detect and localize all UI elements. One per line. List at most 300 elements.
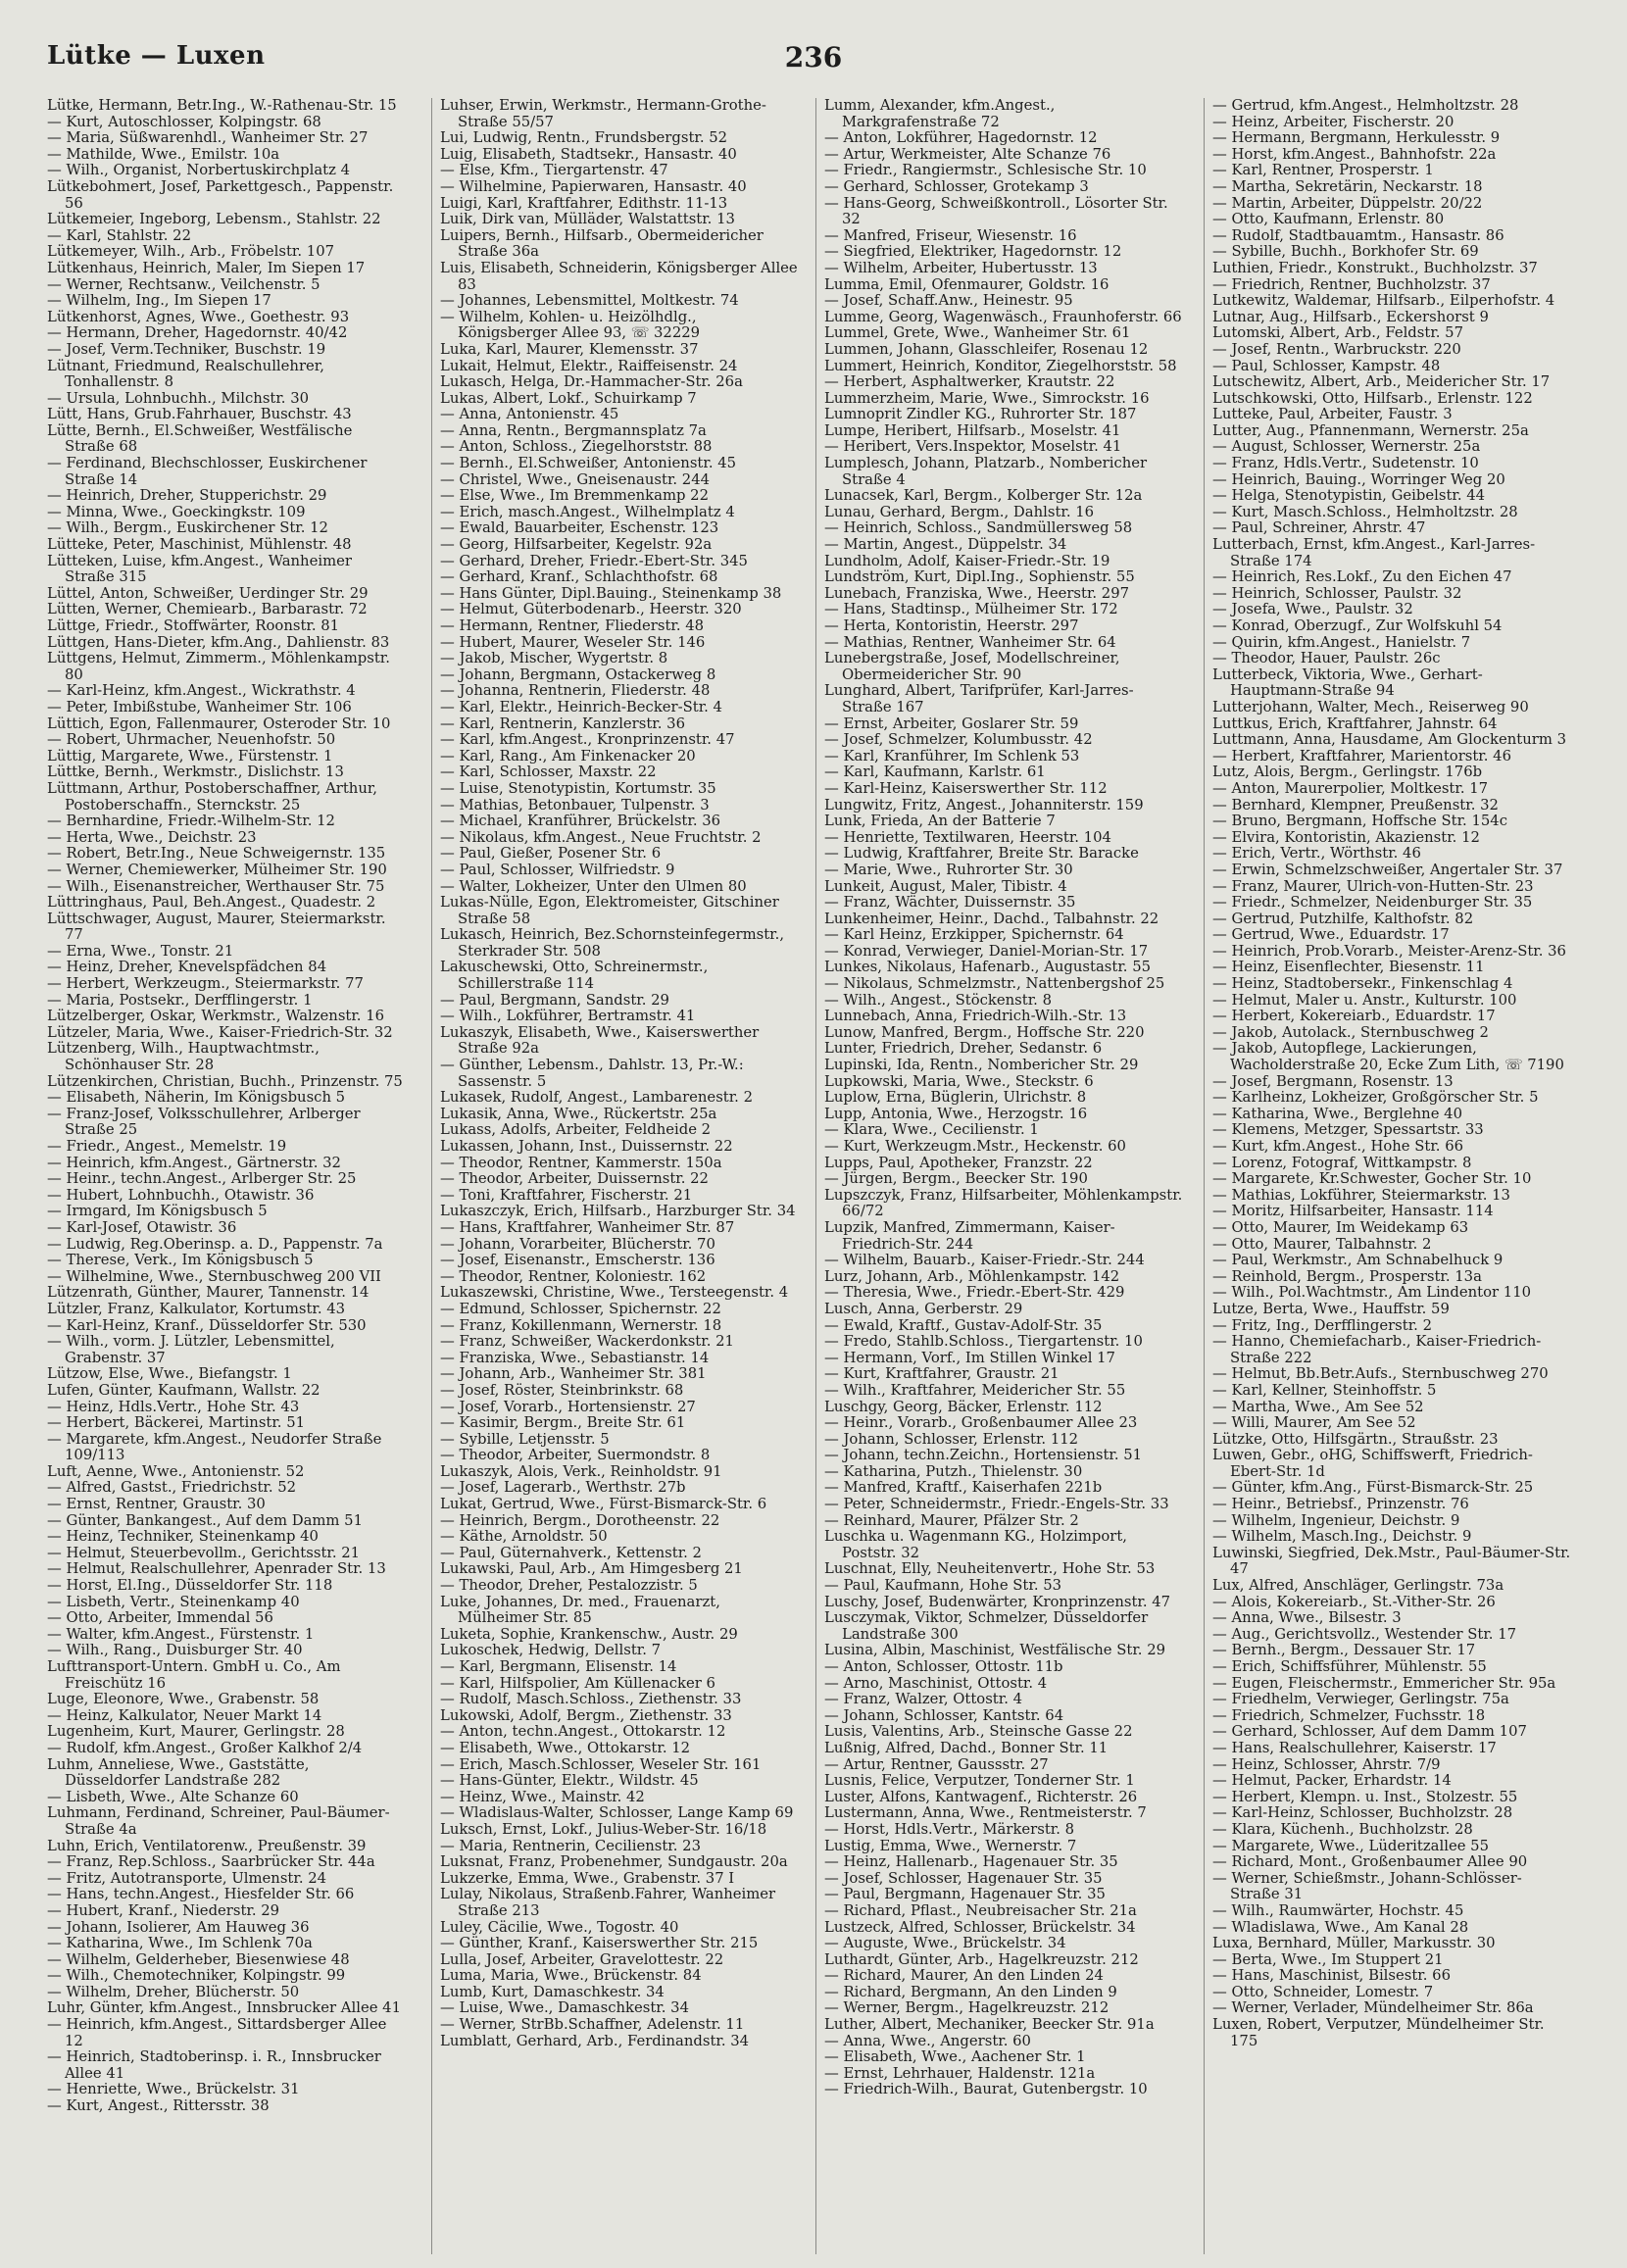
directory-entry: — Theodor, Dreher, Pestalozzistr. 5 (440, 1577, 698, 1595)
directory-entry: — Heinr., Vorarb., Großenbaumer Allee 23 (824, 1414, 1138, 1432)
directory-entry: Lütkemeyer, Wilh., Arb., Fröbelstr. 107 (47, 243, 335, 261)
directory-entry: — Kurt, Masch.Schloss., Helmholtzstr. 28 (1212, 503, 1518, 520)
directory-entry: — Wilhelm, Bauarb., Kaiser-Friedr.-Str. 244 (824, 1252, 1145, 1269)
directory-entry: — Klemens, Metzger, Spessartstr. 33 (1212, 1121, 1484, 1139)
directory-entry: Lützeler, Maria, Wwe., Kaiser-Friedrich-Str. 32 (47, 1023, 393, 1041)
directory-entry: Luhser, Erwin, Werkmstr., Hermann-Grothe-Straße 55/57 (440, 98, 766, 130)
directory-entry: — Herta, Kontoristin, Heerstr. 297 (824, 617, 1079, 634)
directory-entry: — Käthe, Arnoldstr. 50 (440, 1528, 608, 1546)
directory-entry: — Theodor, Arbeiter, Suermondstr. 8 (440, 1447, 711, 1464)
page-header (47, 41, 1580, 80)
directory-entry: — Toni, Kraftfahrer, Fischerstr. 21 (440, 1186, 693, 1204)
directory-entry: — Hubert, Maurer, Weseler Str. 146 (440, 633, 706, 651)
directory-entry: Lupps, Paul, Apotheker, Franzstr. 22 (824, 1154, 1093, 1171)
directory-entry: — Kurt, kfm.Angest., Hohe Str. 66 (1212, 1138, 1464, 1155)
directory-entry: — Franz, Rep.Schloss., Saarbrücker Str. 44a (47, 1853, 375, 1871)
directory-entry: Lulla, Josef, Arbeiter, Gravelottestr. 22 (440, 1950, 724, 1968)
directory-entry: — Theodor, Rentner, Koloniestr. 162 (440, 1267, 707, 1285)
directory-entry: — Paul, Schreiner, Ahrstr. 47 (1212, 519, 1426, 537)
directory-entry: — Heinrich, Prob.Vorarb., Meister-Arenz-Str. 36 (1212, 942, 1566, 960)
directory-entry: Lutomski, Albert, Arb., Feldstr. 57 (1212, 324, 1463, 342)
directory-entry: — Klara, Küchenh., Buchholzstr. 28 (1212, 1820, 1473, 1838)
directory-entry: — Werner, Verlader, Mündelheimer Str. 86a (1212, 1999, 1534, 2017)
directory-entry: Lusczymak, Viktor, Schmelzer, Düsseldorfer Landstraße 300 (824, 1609, 1149, 1643)
directory-entry: Lufen, Günter, Kaufmann, Wallstr. 22 (47, 1381, 320, 1399)
directory-entry: Lukasik, Anna, Wwe., Rückertstr. 25a (440, 1105, 717, 1122)
directory-entry: — Wladislaus-Walter, Schlosser, Lange Kamp 69 (440, 1804, 794, 1822)
directory-entry: — Karl-Heinz, kfm.Angest., Wickrathstr. 4 (47, 682, 356, 700)
directory-entry: Lusis, Valentins, Arb., Steinsche Gasse 22 (824, 1723, 1133, 1741)
directory-entry: — Martin, Angest., Düppelstr. 34 (824, 536, 1067, 554)
directory-entry: Luhr, Günter, kfm.Angest., Innsbrucker Allee 41 (47, 1999, 402, 2017)
directory-entry: — Willi, Maurer, Am See 52 (1212, 1414, 1416, 1432)
directory-entry: Luschgy, Georg, Bäcker, Erlenstr. 112 (824, 1398, 1103, 1415)
directory-entry: Lukoschek, Hedwig, Dellstr. 7 (440, 1642, 662, 1659)
directory-entry: — Johann, Arb., Wanheimer Str. 381 (440, 1365, 707, 1383)
directory-entry: Lutterbeck, Viktoria, Wwe., Gerhart-Hauptmann-Straße 94 (1212, 666, 1483, 700)
directory-entry: Luka, Karl, Maurer, Klemensstr. 37 (440, 340, 699, 358)
column-3 (815, 98, 1183, 2254)
directory-entry: Luschy, Josef, Budenwärter, Kronprinzenstr. 47 (824, 1593, 1171, 1610)
directory-entry: — Friedr., Angest., Memelstr. 19 (47, 1138, 287, 1155)
directory-entry: — Wilhelm, Ing., Im Siepen 17 (47, 292, 271, 310)
running-head: Lütke — Luxen (47, 41, 266, 71)
directory-entry: Lützenkirchen, Christian, Buchh., Prinzenstr. 75 (47, 1072, 403, 1090)
directory-entry: Lunter, Friedrich, Dreher, Sedanstr. 6 (824, 1040, 1103, 1058)
directory-entry: — Karlheinz, Lokheizer, Großgörscher Str. 5 (1212, 1089, 1539, 1107)
directory-entry: — Fritz, Ing., Derfflingerstr. 2 (1212, 1316, 1432, 1334)
directory-entry: — Hermann, Bergmann, Herkulesstr. 9 (1212, 129, 1501, 147)
directory-entry: — Herbert, Kraftfahrer, Marientorstr. 46 (1212, 747, 1511, 764)
directory-entry: — Quirin, kfm.Angest., Hanielstr. 7 (1212, 633, 1471, 651)
directory-entry: — Anna, Rentn., Bergmannsplatz 7a (440, 421, 707, 439)
directory-entry: — Helmut, Packer, Erhardstr. 14 (1212, 1772, 1452, 1790)
directory-entry: — Gerhard, Schlosser, Grotekamp 3 (824, 177, 1089, 195)
directory-entry: Lützelberger, Oskar, Werkmstr., Walzenstr. 16 (47, 1008, 385, 1025)
directory-entry: — Josef, Röster, Steinbrinkstr. 68 (440, 1381, 684, 1399)
directory-entry: Lutterjohann, Walter, Mech., Reiserweg 90 (1212, 698, 1529, 715)
directory-entry: — Gerhard, Schlosser, Auf dem Damm 107 (1212, 1723, 1527, 1741)
directory-entry: — Anna, Antonienstr. 45 (440, 406, 619, 423)
directory-entry: Lunk, Frieda, An der Batterie 7 (824, 813, 1056, 830)
directory-entry: — Erich, Vertr., Wörthstr. 46 (1212, 845, 1421, 863)
directory-entry: Lützke, Otto, Hilfsgärtn., Straußstr. 23 (1212, 1430, 1499, 1448)
directory-entry: — Wilh., Bergm., Euskirchener Str. 12 (47, 519, 328, 537)
directory-entry: Luxen, Robert, Verputzer, Mündelheimer Str. 175 (1212, 2016, 1545, 2049)
directory-entry: — Gertrud, kfm.Angest., Helmholtzstr. 28 (1212, 98, 1519, 114)
directory-entry: — Maria, Postsekr., Derfflingerstr. 1 (47, 991, 313, 1009)
directory-entry: — Günter, Bankangest., Auf dem Damm 51 (47, 1511, 363, 1529)
directory-entry: — Karl, Bergmann, Elisenstr. 14 (440, 1658, 677, 1675)
directory-entry: — Karl, Hilfspolier, Am Küllenacker 6 (440, 1674, 715, 1692)
directory-entry: — Nikolaus, Schmelzmstr., Nattenbergshof 25 (824, 975, 1165, 993)
directory-entry: — Wilh., Pol.Wachtmstr., Am Lindentor 110 (1212, 1284, 1532, 1302)
directory-entry: — Helmut, Bb.Betr.Aufs., Sternbuschweg 270 (1212, 1365, 1549, 1383)
directory-entry: — Heinrich, Stadtoberinsp. i. R., Innsbrucker Allee 41 (47, 2048, 381, 2082)
directory-entry: — Artur, Werkmeister, Alte Schanze 76 (824, 145, 1111, 163)
directory-entry: Luksch, Ernst, Lokf., Julius-Weber-Str. 16/18 (440, 1820, 767, 1838)
directory-entry: Luik, Dirk van, Mülläder, Walstattstr. 13 (440, 211, 735, 228)
directory-entry: Lütnant, Friedmund, Realschullehrer, Tonhallenstr. 8 (47, 357, 324, 391)
directory-entry: — Arno, Maschinist, Ottostr. 4 (824, 1674, 1048, 1692)
directory-entry: — Richard, Bergmann, An den Linden 9 (824, 1983, 1117, 2000)
directory-entry: — Günter, kfm.Ang., Fürst-Bismarck-Str. 25 (1212, 1479, 1534, 1497)
directory-entry: — Anton, Maurerpolier, Moltkestr. 17 (1212, 779, 1489, 797)
directory-entry: — Therese, Verk., Im Königsbusch 5 (47, 1252, 314, 1269)
directory-entry: — Günther, Kranf., Kaiserswerther Str. 215 (440, 1935, 759, 1952)
directory-entry: — Franz, Walzer, Ottostr. 4 (824, 1691, 1023, 1708)
directory-entry: Lusch, Anna, Gerberstr. 29 (824, 1300, 1023, 1317)
directory-entry: — Heinz, Hallenarb., Hagenauer Str. 35 (824, 1853, 1118, 1871)
directory-entry: Lüttgens, Helmut, Zimmerm., Möhlenkampstr. 80 (47, 650, 390, 683)
directory-entry: — Paul, Kaufmann, Hohe Str. 53 (824, 1577, 1062, 1595)
directory-entry: Luschnat, Elly, Neuheitenvertr., Hohe Str. 53 (824, 1560, 1156, 1578)
directory-entry: — Friedhelm, Verwieger, Gerlingstr. 75a (1212, 1691, 1509, 1708)
directory-entry: — Franz, Maurer, Ulrich-von-Hutten-Str. 23 (1212, 877, 1534, 895)
directory-entry: — Martha, Wwe., Am See 52 (1212, 1398, 1424, 1415)
directory-entry: — Katharina, Wwe., Im Schlenk 70a (47, 1935, 313, 1952)
directory-entry: — Werner, Chemiewerker, Mülheimer Str. 190 (47, 861, 387, 878)
directory-entry: Lutnar, Aug., Hilfsarb., Eckershorst 9 (1212, 308, 1489, 325)
directory-entry: — Josef, Schmelzer, Kolumbusstr. 42 (824, 731, 1093, 749)
directory-entry: — Franz, Wächter, Duissernstr. 35 (824, 894, 1076, 912)
directory-entry: Luley, Cäcilie, Wwe., Togostr. 40 (440, 1918, 679, 1936)
directory-entry: Lunacsek, Karl, Bergm., Kolberger Str. 12a (824, 487, 1143, 505)
directory-entry: — Hermann, Vorf., Im Stillen Winkel 17 (824, 1349, 1115, 1366)
directory-entry: — Bernhardine, Friedr.-Wilhelm-Str. 12 (47, 813, 335, 830)
directory-entry: Lunau, Gerhard, Bergm., Dahlstr. 16 (824, 503, 1095, 520)
directory-entry: — Paul, Werkmstr., Am Schnabelhuck 9 (1212, 1252, 1504, 1269)
directory-entry: — Wilh., Angest., Stöckenstr. 8 (824, 991, 1052, 1009)
directory-entry: — Artur, Rentner, Gaussstr. 27 (824, 1755, 1049, 1773)
directory-entry: Luigi, Karl, Kraftfahrer, Edithstr. 11-13 (440, 194, 728, 212)
directory-entry: Lutteke, Paul, Arbeiter, Faustr. 3 (1212, 406, 1453, 423)
directory-entry: Lukowski, Adolf, Bergm., Ziethenstr. 33 (440, 1706, 732, 1724)
directory-entry: Lux, Alfred, Anschläger, Gerlingstr. 73a (1212, 1577, 1504, 1595)
directory-entry: — Günther, Lebensm., Dahlstr. 13, Pr.-W.: Sassenstr. 5 (440, 1057, 744, 1090)
directory-entry: — Mathias, Lokführer, Steiermarkstr. 13 (1212, 1186, 1510, 1204)
directory-entry: Lupp, Antonia, Wwe., Herzogstr. 16 (824, 1105, 1088, 1122)
directory-entry: — Otto, Arbeiter, Immendal 56 (47, 1609, 273, 1627)
directory-entry: — Fredo, Stahlb.Schloss., Tiergartenstr. 10 (824, 1333, 1143, 1351)
directory-entry: — Herbert, Bäckerei, Martinstr. 51 (47, 1414, 306, 1432)
directory-entry: Luthien, Friedr., Konstrukt., Buchholzstr. 37 (1212, 259, 1538, 276)
directory-entry: — Elisabeth, Wwe., Aachener Str. 1 (824, 2048, 1086, 2066)
directory-entry: Lüttringhaus, Paul, Beh.Angest., Quadestr. 2 (47, 894, 376, 912)
directory-entry: — Johann, Bergmann, Ostackerweg 8 (440, 666, 716, 683)
directory-entry: — Sybille, Buchh., Borkhofer Str. 69 (1212, 243, 1479, 261)
directory-entry: — Theodor, Rentner, Kammerstr. 150a (440, 1154, 722, 1171)
directory-entry: — Karl Heinz, Erzkipper, Spichernstr. 64 (824, 926, 1124, 944)
directory-entry: Lutze, Berta, Wwe., Hauffstr. 59 (1212, 1300, 1450, 1317)
directory-entry: — Gertrud, Wwe., Eduardstr. 17 (1212, 926, 1450, 944)
directory-entry: — Lorenz, Fotograf, Wittkampstr. 8 (1212, 1154, 1472, 1171)
directory-entry: — Ludwig, Kraftfahrer, Breite Str. Baracke (824, 845, 1139, 863)
directory-entry: Lumma, Emil, Ofenmaurer, Goldstr. 16 (824, 275, 1109, 293)
directory-entry: — Wilhelm, Ingenieur, Deichstr. 9 (1212, 1511, 1460, 1529)
directory-entry: — Minna, Wwe., Goeckingkstr. 109 (47, 503, 306, 520)
directory-entry: Lüttel, Anton, Schweißer, Uerdinger Str. 29 (47, 584, 369, 602)
directory-entry: Luke, Johannes, Dr. med., Frauenarzt, Mülheimer Str. 85 (440, 1593, 720, 1627)
directory-entry: — Friedrich, Schmelzer, Fuchsstr. 18 (1212, 1706, 1486, 1724)
directory-entry: — Bernh., Bergm., Dessauer Str. 17 (1212, 1642, 1476, 1659)
directory-entry: — Heinz, Kalkulator, Neuer Markt 14 (47, 1706, 322, 1724)
directory-entry: — Jakob, Mischer, Wygertstr. 8 (440, 650, 668, 667)
directory-entry: — Fritz, Autotransporte, Ulmenstr. 24 (47, 1869, 327, 1887)
directory-entry: Luge, Eleonore, Wwe., Grabenstr. 58 (47, 1691, 320, 1708)
directory-entry: — Paul, Gießer, Posener Str. 6 (440, 845, 662, 863)
directory-entry: — Manfred, Friseur, Wiesenstr. 16 (824, 226, 1077, 244)
directory-entry: Lusnis, Felice, Verputzer, Tonderner Str. 1 (824, 1772, 1135, 1790)
directory-entry: Lüttig, Margarete, Wwe., Fürstenstr. 1 (47, 747, 333, 764)
directory-entry: Lüttschwager, August, Maurer, Steiermarkstr. 77 (47, 910, 386, 944)
directory-entry: — Heinrich, Dreher, Stupperichstr. 29 (47, 487, 327, 505)
directory-entry: Lundholm, Adolf, Kaiser-Friedr.-Str. 19 (824, 552, 1110, 569)
directory-entry: — Heinrich, Res.Lokf., Zu den Eichen 47 (1212, 568, 1512, 586)
directory-entry: — Helmut, Realschullehrer, Apenrader Str. 13 (47, 1560, 386, 1578)
directory-entry: Luther, Albert, Mechaniker, Beecker Str. 91a (824, 2016, 1155, 2034)
directory-entry: — Franz, Hdls.Vertr., Sudetenstr. 10 (1212, 455, 1479, 472)
directory-entry: — Josefa, Wwe., Paulstr. 32 (1212, 601, 1413, 618)
directory-entry: Lukassen, Johann, Inst., Duissernstr. 22 (440, 1138, 733, 1155)
directory-entry: — Wilh., vorm. J. Lützler, Lebensmittel, Grabenstr. 37 (47, 1333, 335, 1366)
directory-entry: — Anton, techn.Angest., Ottokarstr. 12 (440, 1723, 726, 1741)
directory-entry: Luster, Alfons, Kantwagenf., Richterstr. 26 (824, 1788, 1138, 1805)
directory-entry: Lumme, Georg, Wagenwäsch., Fraunhoferstr. 66 (824, 308, 1182, 325)
directory-entry: Lunnebach, Anna, Friedrich-Wilh.-Str. 13 (824, 1008, 1127, 1025)
directory-entry: — Heinrich, Bauing., Worringer Weg 20 (1212, 470, 1505, 488)
directory-entry: — Anna, Wwe., Angerstr. 60 (824, 2032, 1031, 2049)
directory-entry: — Margarete, Wwe., Lüderitzallee 55 (1212, 1837, 1489, 1854)
directory-entry: Lummerzheim, Marie, Wwe., Simrockstr. 16 (824, 389, 1150, 407)
directory-entry: — Elvira, Kontoristin, Akazienstr. 12 (1212, 828, 1480, 846)
directory-entry: — Helmut, Güterbodenarb., Heerstr. 320 (440, 601, 742, 618)
directory-entry: Lukass, Adolfs, Arbeiter, Feldheide 2 (440, 1121, 712, 1139)
directory-entry: Lustermann, Anna, Wwe., Rentmeisterstr. 7 (824, 1804, 1147, 1822)
directory-entry: — Martin, Arbeiter, Düppelstr. 20/22 (1212, 194, 1483, 212)
directory-entry: — Auguste, Wwe., Brückelstr. 34 (824, 1935, 1066, 1952)
directory-entry: — Herbert, Kokereiarb., Eduardstr. 17 (1212, 1008, 1496, 1025)
directory-entry: — Johanna, Rentnerin, Fliederstr. 48 (440, 682, 711, 700)
directory-entry: Lummert, Heinrich, Konditor, Ziegelhorststr. 58 (824, 357, 1177, 374)
directory-entry: — Jakob, Autopflege, Lackierungen, Wacholderstraße 20, Ecke Zum Lith, ☏ 7190 (1212, 1040, 1564, 1074)
directory-entry: — Katharina, Putzh., Thielenstr. 30 (824, 1462, 1083, 1480)
directory-entry: — Paul, Bergmann, Hagenauer Str. 35 (824, 1886, 1106, 1903)
directory-entry: — Johann, Schlosser, Kantstr. 64 (824, 1706, 1064, 1724)
directory-entry: — Wilhelm, Arbeiter, Hubertusstr. 13 (824, 259, 1098, 276)
directory-entry: — Johann, techn.Zeichn., Hortensienstr. 51 (824, 1447, 1143, 1464)
directory-entry: — Robert, Betr.Ing., Neue Schweigernstr. 135 (47, 845, 386, 863)
directory-entry: — Erich, masch.Angest., Wilhelmplatz 4 (440, 503, 735, 520)
directory-entry: Lumblatt, Gerhard, Arb., Ferdinandstr. 34 (440, 2032, 750, 2049)
directory-entry: — Hans, Realschullehrer, Kaiserstr. 17 (1212, 1739, 1497, 1756)
directory-entry: Lüttke, Bernh., Werkmstr., Dislichstr. 13 (47, 764, 344, 781)
directory-entry: — Ernst, Arbeiter, Goslarer Str. 59 (824, 715, 1079, 732)
directory-entry: Lunebergstraße, Josef, Modellschreiner, Obermeidericher Str. 90 (824, 650, 1120, 683)
directory-entry: Luhm, Anneliese, Wwe., Gaststätte, Düsseldorfer Landstraße 282 (47, 1755, 310, 1790)
directory-entry: — Robert, Uhrmacher, Neuenhofstr. 50 (47, 731, 336, 749)
directory-entry: — Georg, Hilfsarbeiter, Kegelstr. 92a (440, 536, 713, 554)
directory-entry: Lüttgen, Hans-Dieter, kfm.Ang., Dahlienstr. 83 (47, 633, 390, 651)
directory-entry: — Berta, Wwe., Im Stuppert 21 (1212, 1950, 1444, 1968)
directory-entry: — Maria, Süßwarenhdl., Wanheimer Str. 27 (47, 129, 369, 147)
directory-entry: — Jürgen, Bergm., Beecker Str. 190 (824, 1170, 1088, 1188)
directory-entry: — Elisabeth, Wwe., Ottokarstr. 12 (440, 1739, 691, 1756)
directory-entry: — Gerhard, Kranf., Schlachthofstr. 68 (440, 568, 718, 586)
directory-entry: Luhmann, Ferdinand, Schreiner, Paul-Bäumer-Straße 4a (47, 1804, 390, 1838)
directory-entry: Lui, Ludwig, Rentn., Frundsbergstr. 52 (440, 129, 728, 147)
directory-entry: — Wladislawa, Wwe., Am Kanal 28 (1212, 1918, 1469, 1936)
directory-entry: Lütkebohmert, Josef, Parkettgesch., Pappenstr. 56 (47, 177, 394, 212)
directory-entry: Lütt, Hans, Grub.Fahrhauer, Buschstr. 43 (47, 406, 352, 423)
directory-entry: — Wilh., Lokführer, Bertramstr. 41 (440, 1008, 696, 1025)
directory-entry: — Lisbeth, Vertr., Steinenkamp 40 (47, 1593, 300, 1610)
directory-entry: — Josef, Eisenanstr., Emscherstr. 136 (440, 1252, 715, 1269)
directory-entry: — Werner, StrBb.Schaffner, Adelenstr. 11 (440, 2016, 745, 2034)
directory-entry: Luwinski, Siegfried, Dek.Mstr., Paul-Bäumer-Str. 47 (1212, 1544, 1571, 1578)
directory-entry: Lutz, Alois, Bergm., Gerlingstr. 176b (1212, 764, 1483, 781)
directory-entry: Lukawski, Paul, Arb., Am Himgesberg 21 (440, 1560, 743, 1578)
directory-entry: — Heinz, Stadtobersekr., Finkenschlag 4 (1212, 975, 1513, 993)
directory-entry: — Otto, Maurer, Talbahnstr. 2 (1212, 1235, 1432, 1253)
directory-entry: Luig, Elisabeth, Stadtsekr., Hansastr. 40 (440, 145, 737, 163)
directory-entry: Lutkewitz, Waldemar, Hilfsarb., Eilperhofstr. 4 (1212, 292, 1555, 310)
directory-entry: — Reinhard, Maurer, Pfälzer Str. 2 (824, 1511, 1079, 1529)
directory-entry: — Kurt, Kraftfahrer, Graustr. 21 (824, 1365, 1060, 1383)
directory-entry: — Sybille, Letjensstr. 5 (440, 1430, 610, 1448)
directory-entry: Lupzik, Manfred, Zimmermann, Kaiser-Friedrich-Str. 244 (824, 1218, 1115, 1253)
column-2 (431, 98, 799, 2254)
directory-entry: — Heinz, Schlosser, Ahrstr. 7/9 (1212, 1755, 1441, 1773)
directory-entry: — Franz, Kokillenmann, Wernerstr. 18 (440, 1316, 722, 1334)
directory-entry: Luplow, Erna, Büglerin, Ulrichstr. 8 (824, 1089, 1087, 1107)
directory-entry: — Elisabeth, Näherin, Im Königsbusch 5 (47, 1089, 346, 1107)
directory-entry: — Ursula, Lohnbuchh., Milchstr. 30 (47, 389, 310, 407)
directory-entry: — Nikolaus, kfm.Angest., Neue Fruchtstr. 2 (440, 828, 762, 846)
directory-entry: Luksnat, Franz, Probenehmer, Sundgaustr. 20a (440, 1853, 788, 1871)
directory-entry: Lugenheim, Kurt, Maurer, Gerlingstr. 28 (47, 1723, 345, 1741)
directory-entry: — Kurt, Angest., Rittersstr. 38 (47, 2097, 270, 2115)
directory-entry: — Karl, Rentner, Prosperstr. 1 (1212, 162, 1434, 179)
directory-entry: — Franziska, Wwe., Sebastianstr. 14 (440, 1349, 710, 1366)
directory-entry: — Henriette, Wwe., Brückelstr. 31 (47, 2081, 300, 2098)
directory-entry: — Helmut, Steuerbevollm., Gerichtsstr. 21 (47, 1544, 361, 1561)
directory-entry: Lutter, Aug., Pfannenmann, Wernerstr. 25a (1212, 421, 1529, 439)
directory-entry: — Hans-Georg, Schweißkontroll., Lösorter Str. 32 (824, 194, 1168, 228)
directory-entry: Lunkenheimer, Heinr., Dachd., Talbahnstr. 22 (824, 910, 1159, 927)
directory-entry: Luhn, Erich, Ventilatorenw., Preußenstr. 39 (47, 1837, 367, 1854)
directory-entry: — Heinrich, kfm.Angest., Sittardsberger Allee 12 (47, 2016, 387, 2049)
directory-entry: — Friedr., Rangiermstr., Schlesische Str. 10 (824, 162, 1147, 179)
directory-entry: — Ludwig, Reg.Oberinsp. a. D., Pappenstr. 7a (47, 1235, 383, 1253)
directory-entry: — Ernst, Rentner, Graustr. 30 (47, 1496, 266, 1513)
directory-entry: Lukaszyk, Alois, Verk., Reinholdstr. 91 (440, 1462, 722, 1480)
directory-entry: — Karl, Rentnerin, Kanzlerstr. 36 (440, 715, 685, 732)
directory-entry: Lukasch, Heinrich, Bez.Schornsteinfegermstr., Sterkrader Str. 508 (440, 926, 785, 960)
directory-entry: Lütten, Werner, Chemiearb., Barbarastr. 72 (47, 601, 368, 618)
directory-entry: — Peter, Schneidermstr., Friedr.-Engels-Str. 33 (824, 1496, 1169, 1513)
directory-entry: — Heribert, Vers.Inspektor, Moselstr. 41 (824, 438, 1122, 456)
column-4 (1204, 98, 1571, 2254)
directory-entry: — Werner, Schießmstr., Johann-Schlösser-Straße 31 (1212, 1869, 1522, 1903)
directory-entry: — Manfred, Kraftf., Kaiserhafen 221b (824, 1479, 1103, 1497)
directory-entry: Lutschewitz, Albert, Arb., Meidericher Str. 17 (1212, 373, 1551, 391)
directory-entry: Luttkus, Erich, Kraftfahrer, Jahnstr. 64 (1212, 715, 1498, 732)
directory-entry: Lunow, Manfred, Bergm., Hoffsche Str. 220 (824, 1023, 1145, 1041)
directory-entry: — Karl, Kranführer, Im Schlenk 53 (824, 747, 1080, 764)
directory-entry: — Josef, Schlosser, Hagenauer Str. 35 (824, 1869, 1103, 1887)
directory-entry: — Josef, Rentn., Warbruckstr. 220 (1212, 340, 1461, 358)
directory-entry: Luxa, Bernhard, Müller, Markusstr. 30 (1212, 1935, 1496, 1952)
directory-entry: Lüttmann, Arthur, Postoberschaffner, Arthur, Postoberschaffn., Sternckstr. 25 (47, 779, 378, 814)
directory-entry: — Konrad, Verwieger, Daniel-Morian-Str. 17 (824, 942, 1149, 960)
directory-entry: — Mathilde, Wwe., Emilstr. 10a (47, 145, 280, 163)
directory-entry: — Heinz, Dreher, Knevelspfädchen 84 (47, 959, 327, 976)
directory-entry: — Wilh., Chemotechniker, Kolpingstr. 99 (47, 1967, 346, 1985)
directory-entry: — Bernhard, Klempner, Preußenstr. 32 (1212, 796, 1499, 814)
directory-entry: — Theresia, Wwe., Friedr.-Ebert-Str. 429 (824, 1284, 1125, 1302)
directory-entry: Luipers, Bernh., Hilfsarb., Obermeidericher Straße 36a (440, 226, 764, 261)
directory-entry: Lützenrath, Günther, Maurer, Tannenstr. 14 (47, 1284, 370, 1302)
directory-entry: — Otto, Maurer, Im Weidekamp 63 (1212, 1218, 1469, 1236)
directory-entry: — Erwin, Schmelzschweißer, Angertaler Str. 37 (1212, 861, 1563, 878)
directory-entry: — Heinr., Betriebsf., Prinzenstr. 76 (1212, 1496, 1469, 1513)
directory-entry: — Heinz, Eisenflechter, Biesenstr. 11 (1212, 959, 1485, 976)
directory-entry: — Konrad, Oberzugf., Zur Wolfskuhl 54 (1212, 617, 1503, 634)
directory-entry: — Karl, kfm.Angest., Kronprinzenstr. 47 (440, 731, 735, 749)
directory-entry: — Friedrich, Rentner, Buchholzstr. 37 (1212, 275, 1491, 293)
directory-entry: — Paul, Bergmann, Sandstr. 29 (440, 991, 669, 1009)
directory-entry: — Klara, Wwe., Cecilienstr. 1 (824, 1121, 1039, 1139)
directory-entry: Luft, Aenne, Wwe., Antonienstr. 52 (47, 1462, 305, 1480)
directory-entry: Lusina, Albin, Maschinist, Westfälische Str. 29 (824, 1642, 1166, 1659)
directory-entry: — Karl-Heinz, Schlosser, Buchholzstr. 28 (1212, 1804, 1513, 1822)
directory-entry: — Horst, El.Ing., Düsseldorfer Str. 118 (47, 1577, 333, 1595)
directory-entry: Lunkeit, August, Maler, Tibistr. 4 (824, 877, 1067, 895)
directory-entry: — Walter, kfm.Angest., Fürstenstr. 1 (47, 1625, 315, 1643)
directory-entry: — Walter, Lokheizer, Unter den Ulmen 80 (440, 877, 747, 895)
directory-entry: — Helga, Stenotypistin, Geibelstr. 44 (1212, 487, 1486, 505)
directory-entry: Lütke, Hermann, Betr.Ing., W.-Rathenau-Str. 15 (47, 98, 397, 114)
directory-entry: — August, Schlosser, Wernerstr. 25a (1212, 438, 1481, 456)
directory-entry: — Hanno, Chemiefacharb., Kaiser-Friedrich-Straße 222 (1212, 1333, 1542, 1366)
directory-entry: Lütteke, Peter, Maschinist, Mühlenstr. 48 (47, 536, 352, 554)
directory-entry: — Johann, Isolierer, Am Hauweg 36 (47, 1918, 310, 1936)
directory-entry: — Herbert, Werkzeugm., Steiermarkstr. 77 (47, 975, 364, 993)
directory-entry: Lütkenhaus, Heinrich, Maler, Im Siepen 17 (47, 259, 366, 276)
directory-entry: — Karl, Kaufmann, Karlstr. 61 (824, 764, 1046, 781)
directory-entry: — Bruno, Bergmann, Hoffsche Str. 154c (1212, 813, 1507, 830)
directory-entry: — Karl-Heinz, Kranf., Düsseldorfer Str. 530 (47, 1316, 367, 1334)
directory-entry: Lustig, Emma, Wwe., Wernerstr. 7 (824, 1837, 1077, 1854)
directory-entry: — Else, Kfm., Tiergartenstr. 47 (440, 162, 668, 179)
directory-entry: — Wilh., Eisenanstreicher, Werthauser Str. 75 (47, 877, 385, 895)
directory-entry: — Heinrich, Schloss., Sandmüllersweg 58 (824, 519, 1133, 537)
directory-entry: Lukasek, Rudolf, Angest., Lambarenestr. 2 (440, 1089, 753, 1107)
directory-entry: Lutterbach, Ernst, kfm.Angest., Karl-Jarres-Straße 174 (1212, 536, 1536, 569)
directory-entry: Lunkes, Nikolaus, Hafenarb., Augustastr. 55 (824, 959, 1152, 976)
directory-entry: Lungwitz, Fritz, Angest., Johanniterstr. 159 (824, 796, 1144, 814)
directory-entry: — Aug., Gerichtsvollz., Westender Str. 17 (1212, 1625, 1517, 1643)
directory-entry: — Christel, Wwe., Gneisenaustr. 244 (440, 470, 711, 488)
directory-entry: — Ewald, Bauarbeiter, Eschenstr. 123 (440, 519, 719, 537)
directory-entry: — Gertrud, Putzhilfe, Kalthofstr. 82 (1212, 910, 1474, 927)
directory-entry: Luketa, Sophie, Krankenschw., Austr. 29 (440, 1625, 738, 1643)
directory-entry: — Karl, Elektr., Heinrich-Becker-Str. 4 (440, 698, 722, 715)
directory-entry: — Horst, kfm.Angest., Bahnhofstr. 22a (1212, 145, 1497, 163)
directory-entry: — Katharina, Wwe., Berglehne 40 (1212, 1105, 1462, 1122)
directory-entry: — Karl, Stahlstr. 22 (47, 226, 191, 244)
